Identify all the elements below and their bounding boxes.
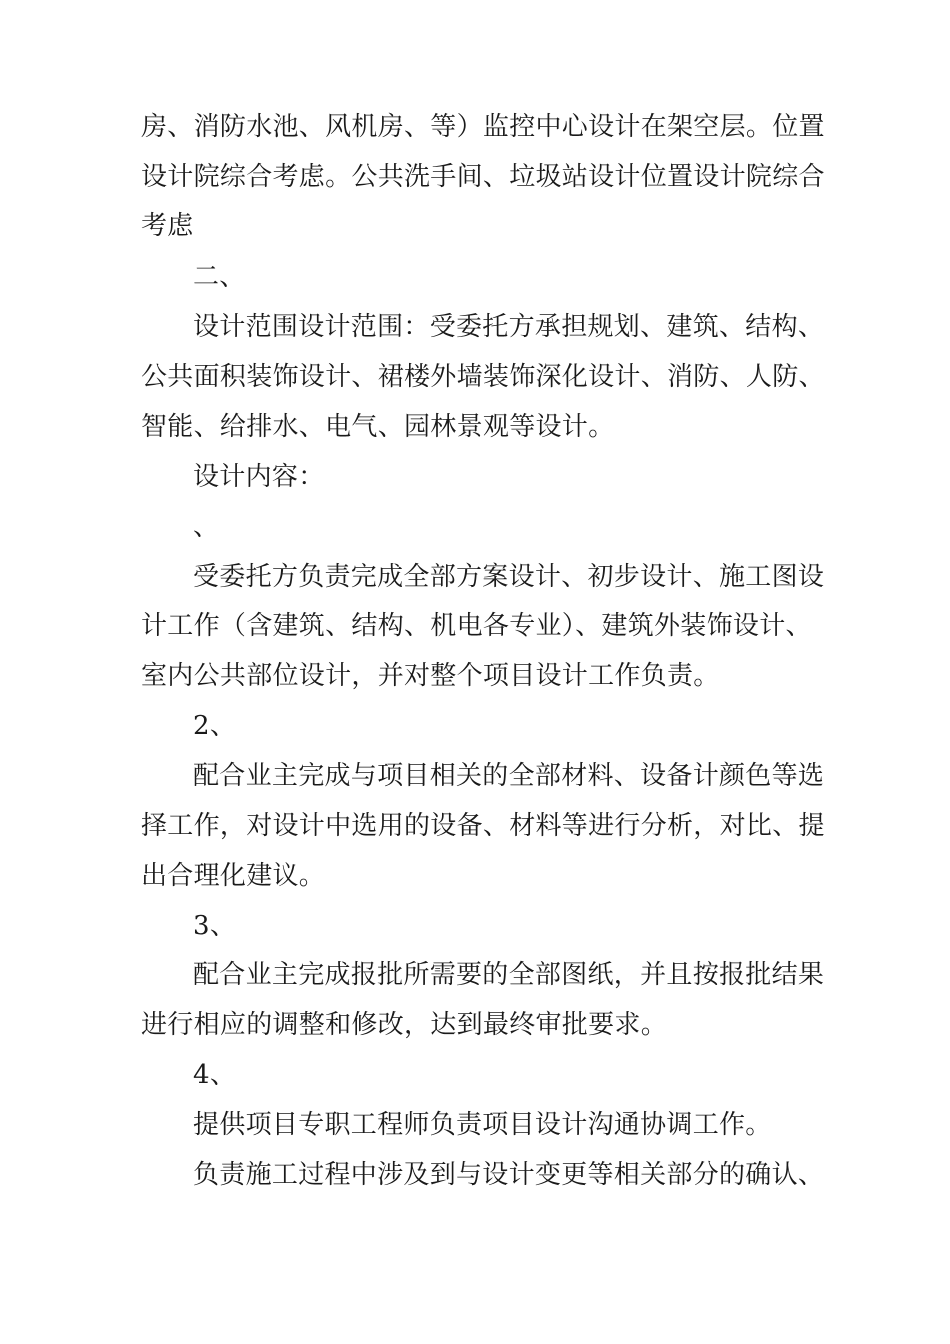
list-number: 3、 [193,911,237,941]
text-line: 计工作（含建筑、结构、机电各专业）、建筑外装饰设计、 [141,611,812,641]
text-line: 负责施工过程中涉及到与设计变更等相关部分的确认、 [193,1160,825,1190]
text-line: 提供项目专职工程师负责项目设计沟通协调工作。 [193,1110,772,1140]
text-line: 智能、给排水、电气、园林景观等设计。 [141,412,615,442]
text-line: 配合业主完成报批所需要的全部图纸，并且按报批结果 [193,960,825,990]
section-number: 二、 [193,262,246,292]
text-line: 公共面积装饰设计、裙楼外墙装饰深化设计、消防、人防、 [141,362,825,392]
list-number: 2、 [193,711,237,741]
text-line: 出合理化建议。 [141,861,326,891]
text-line: 设计院综合考虑。公共洗手间、垃圾站设计位置设计院综合 [141,162,825,192]
text-line: 配合业主完成与项目相关的全部材料、设备计颜色等选 [193,761,825,791]
section-heading: 设计内容： [193,462,325,492]
text-line: 设计范围设计范围：受委托方承担规划、建筑、结构、 [193,312,825,342]
list-number: 、 [193,512,220,542]
text-line: 择工作，对设计中选用的设备、材料等进行分析，对比、提 [141,811,825,841]
text-line: 房、消防水池、风机房、等）监控中心设计在架空层。位置 [141,112,825,142]
list-number: 4、 [193,1060,237,1090]
text-line: 进行相应的调整和修改，达到最终审批要求。 [141,1010,668,1040]
text-line: 受委托方负责完成全部方案设计、初步设计、施工图设 [193,562,825,592]
text-line: 考虑 [141,211,194,241]
text-line: 室内公共部位设计，并对整个项目设计工作负责。 [141,661,720,691]
